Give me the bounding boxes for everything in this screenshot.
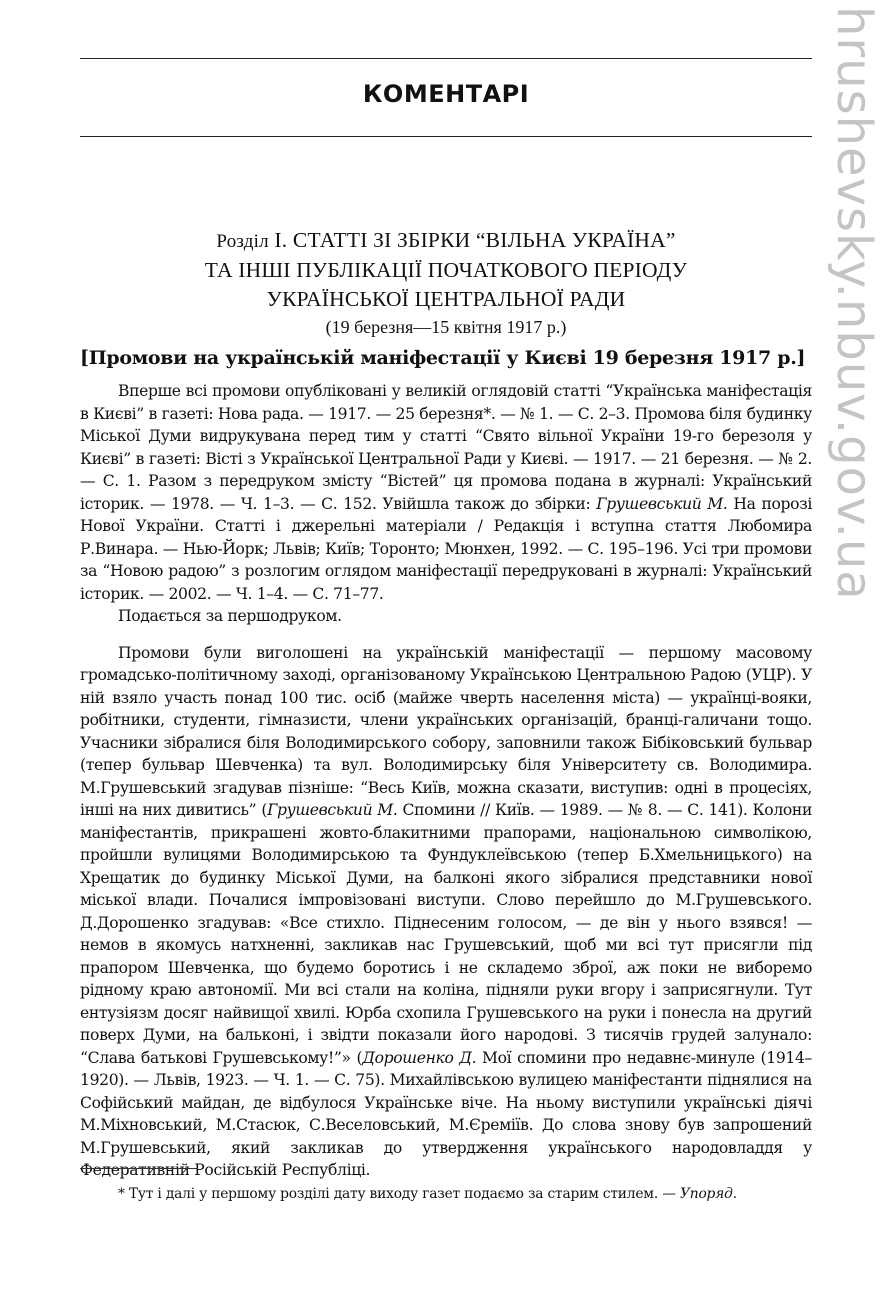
footnote: [118, 1186, 818, 1202]
heading-rule: [80, 136, 812, 137]
watermark: [820, 0, 892, 620]
section-dates: (19 березня—15 квітня 1917 р.): [325, 317, 567, 337]
paragraph-3-text-a: Промови були виголошені на українській маніфестації — першому масовому громадсько-політичному заході, організованому Українською Центральною Радою (УЦР). У ній взяло участь понад 100 тис. осіб (майже чверть населення міста) — українці-вояки, робітники, студенти, гімназисти, члени українських організацій, бранці-галичани тощо. Учасники зібралися біля Володимирського собору, заповнили також Бібіковський бульвар (тепер бульвар Шевченка) та вул. Володимирську біля Університету св. Володимира. М.Грушевський згадував пізніше: “Весь Київ, можна сказати, виступив: одні в процесіях, інші на них дивитись” (: [80, 643, 812, 819]
paragraph-1-author: Грушевський М.: [596, 494, 728, 513]
paragraph-3-text-c: Мої спомини про недавнє-минуле (1914–1920). — Львів, 1923. — Ч. 1. — С. 75). Михайлівською вулицею маніфестанти піднялися на Софійський майдан, де відбулося Українське віче. На ньому виступили українські діячі М.Міхновський, М.Стасюк, С.Веселовський, М.Єреміїв. До слова знову був запрошений М.Грушевський, який закликав до утвердження українського народовладдя у Федеративній Російській Республіці.: [80, 1048, 813, 1179]
paragraph-context: [80, 642, 812, 1182]
footnote-rule: [80, 1168, 198, 1169]
paragraph-3-author-2: Дорошенко Д.: [362, 1048, 477, 1067]
footnote-signature: Упоряд.: [679, 1186, 737, 1202]
page-heading: КОМЕНТАРІ: [362, 80, 530, 108]
paragraph-publication-history: [80, 380, 812, 605]
section-title: [80, 226, 812, 341]
section-lead: Розділ: [216, 231, 269, 252]
section-title-line-2: ТА ІНШІ ПУБЛІКАЦІЇ ПОЧАТКОВОГО ПЕРІОДУ: [204, 258, 688, 282]
paragraph-3-author-1: Грушевський М.: [267, 801, 398, 819]
section-title-line-1: [80, 226, 812, 256]
watermark-text: hrushevsky.nbuv.gov.ua: [826, 6, 882, 601]
paragraph-3-text-b: Спомини // Київ. — 1989. — № 8. — С. 141). Колони маніфестантів, прикрашені жовто-блакитними прапорами, національною символікою, пройшли вулицями Володимирською та Фундуклеївською (тепер Б.Хмельницького) на Хрещатик до будинку Міської Думи, на балконі якого зібралися представники нової міської влади. Почалися імпровізовані виступи. Слово перейшло до М.Грушевського. Д.Дорошенко згадував: «Все стихло. Піднесеним голосом, — де він у нього взявся! — немов в якомусь натхненні, закликав нас Грушевський, щоб ми всі тут присягли під прапором Шевченка, що будемо боротись і не складемо зброї, аж поки не виборемо рідному краю автономії. Ми всі стали на коліна, підняли руки вгору і заприсягнули. Тут ентузіязм досяг найвищої хвилі. Юрба схопила Грушевського на руки і понесла на другий поверх Думи, на бальконі, і звідти показали його народові. З тисячів грудей залунало: “Слава батькові Грушевському!”» (: [80, 801, 812, 1067]
commentary-body: [80, 380, 812, 1182]
section-line-1-text: I. СТАТТІ ЗІ ЗБІРКИ “ВІЛЬНА УКРАЇНА”: [274, 228, 676, 252]
paragraph-1-text-a: Вперше всі промови опубліковані у великій оглядовій статті “Українська маніфестація в Києві” в газеті: Нова рада. — 1917. — 25 березня*. — № 1. — С. 2–3. Промова біля будинку Міської Думи видрукувана перед тим у статті “Свято вільної України 19-го березоля у Києві” в газеті: Вісті з Української Центральної Ради у Києві. — 1917. — 21 березня. — № 2. — С. 1. Разом з передруком змісту “Вістей” ця промова подана в журналі: Український історик. — 1978. — Ч. 1–3. — С. 152. Увійшла також до збірки:: [80, 382, 812, 513]
top-rule: [80, 58, 812, 59]
paragraph-source-note: Подається за першодруком.: [118, 607, 342, 625]
commentary-subtitle: [Промови на українській маніфестації у Києві 19 березня 1917 р.]: [80, 347, 806, 369]
section-title-line-3: УКРАЇНСЬКОЇ ЦЕНТРАЛЬНОЇ РАДИ: [266, 287, 626, 311]
paragraph-1-text-b: На порозі Нової України. Статті і джерельні матеріали / Редакція і вступна стаття Любомира Р.Винара. — Нью-Йорк; Львів; Київ; Торонто; Мюнхен, 1992. — С. 195–196. Усі три промови за “Новою радою” з розлогим оглядом маніфестації передруковані в журналі: Український історик. — 2002. — Ч. 1–4. — С. 71–77.: [80, 494, 813, 603]
footnote-text: * Тут і далі у першому розділі дату виходу газет подаємо за старим стилем. —: [118, 1186, 680, 1202]
